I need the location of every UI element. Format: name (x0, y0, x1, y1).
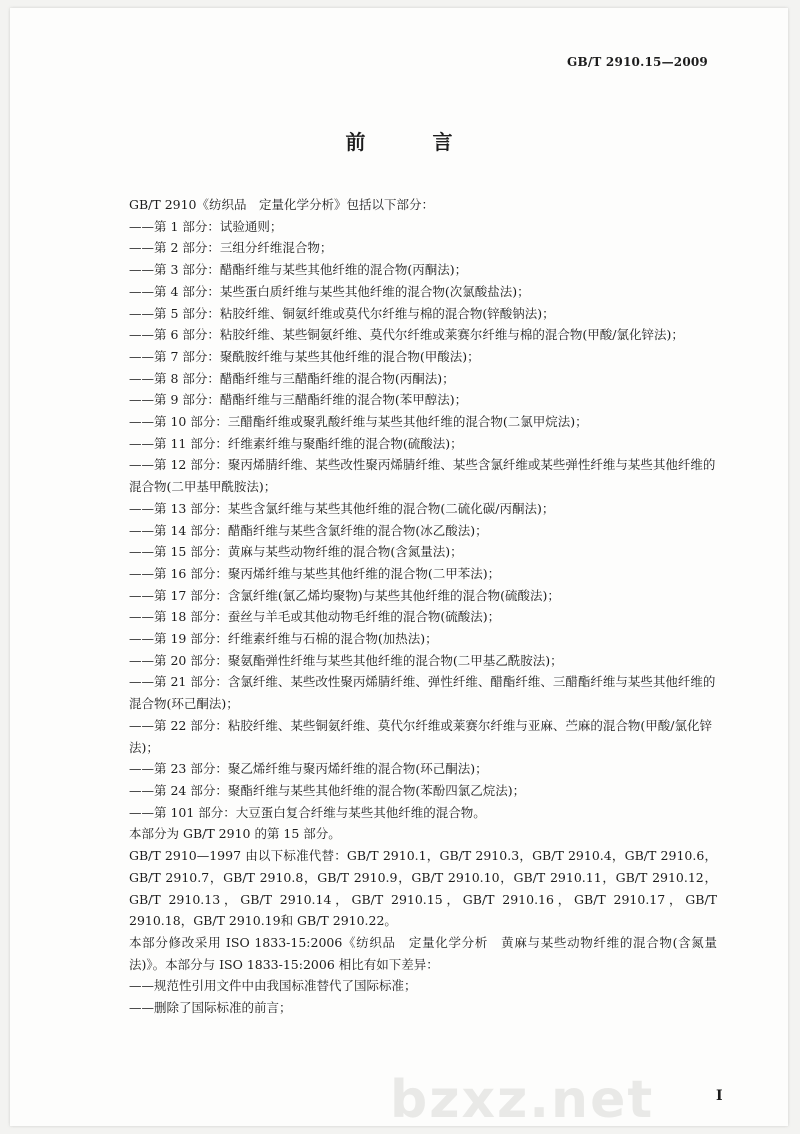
part-list-item: ——第 16 部分：聚丙烯纤维与某些其他纤维的混合物(二甲苯法)； (129, 565, 501, 581)
part-list-item: ——第 18 部分：蚕丝与羊毛或其他动物毛纤维的混合物(硫酸法)； (129, 609, 501, 625)
document-body (105, 194, 717, 1019)
intro-paragraph: GB/T 2910《纺织品 定量化学分析》包括以下部分： (129, 197, 435, 212)
difference-list-item: ——删除了国际标准的前言； (129, 1000, 292, 1016)
part-list-item: ——第 1 部分：试验通则； (129, 218, 283, 234)
part-list-item: ——第 3 部分：醋酯纤维与某些其他纤维的混合物(丙酮法)； (129, 262, 468, 278)
part-list-item: ——第 7 部分：聚酰胺纤维与某些其他纤维的混合物(甲酸法)； (129, 348, 480, 364)
part-list-item: ——第 15 部分：黄麻与某些动物纤维的混合物(含氮量法)； (129, 544, 463, 560)
page-number: I (716, 1088, 723, 1104)
document-page (10, 8, 788, 1130)
part-list-item: ——第 21 部分：含氯纤维、某些改性聚丙烯腈纤维、弹性纤维、醋酯纤维、三醋酯纤维与某些其他纤维的混合物(环己酮法)； (129, 674, 716, 712)
page-title: 前 言 (345, 130, 483, 154)
standard-code: GB/T 2910.15—2009 (567, 55, 708, 69)
part-list-item: ——第 12 部分：聚丙烯腈纤维、某些改性聚丙烯腈纤维、某些含氯纤维或某些弹性纤维与某些其他纤维的混合物(二甲基甲酰胺法)； (129, 457, 716, 495)
part-list-item: ——第 14 部分：醋酯纤维与某些含氯纤维的混合物(冰乙酸法)； (129, 522, 488, 538)
part-list-item: ——第 23 部分：聚乙烯纤维与聚丙烯纤维的混合物(环己酮法)； (129, 761, 488, 777)
part-list-item: ——第 11 部分：纤维素纤维与聚酯纤维的混合物(硫酸法)； (129, 435, 463, 451)
parts-list (105, 216, 717, 824)
part-list-item: ——第 24 部分：聚酯纤维与某些其他纤维的混合物(苯酚四氯乙烷法)； (129, 782, 526, 798)
differences-list (105, 975, 717, 1018)
part-list-item: ——第 2 部分：三组分纤维混合物； (129, 240, 333, 256)
part-list-item: ——第 9 部分：醋酯纤维与三醋酯纤维的混合物(苯甲醇法)； (129, 392, 468, 408)
part-list-item: ——第 22 部分：粘胶纤维、某些铜氨纤维、莫代尔纤维或莱赛尔纤维与亚麻、苎麻的混合物(甲酸/氯化锌法)； (129, 717, 712, 755)
part-list-item: ——第 8 部分：醋酯纤维与三醋酯纤维的混合物(丙酮法)； (129, 370, 455, 386)
part-list-item: ——第 5 部分：粘胶纤维、铜氨纤维或莫代尔纤维与棉的混合物(锌酸钠法)； (129, 305, 555, 321)
modification-paragraph: 本部分修改采用 ISO 1833-15:2006《纺织品 定量化学分析 黄麻与某些动物纤维的混合物(含氮量法)》。本部分与 ISO 1833-15:2006 相比有如下差异： (129, 934, 717, 972)
part-list-item: ——第 20 部分：聚氨酯弹性纤维与某些其他纤维的混合物(二甲基乙酰胺法)； (129, 652, 563, 668)
part-list-item: ——第 13 部分：某些含氯纤维与某些其他纤维的混合物(二硫化碳/丙酮法)； (129, 500, 555, 516)
part-list-item: ——第 17 部分：含氯纤维(氯乙烯均聚物)与某些其他纤维的混合物(硫酸法)； (129, 587, 560, 603)
difference-list-item: ——规范性引用文件中由我国标准替代了国际标准； (129, 978, 417, 994)
part-list-item: ——第 4 部分：某些蛋白质纤维与某些其他纤维的混合物(次氯酸盐法)； (129, 283, 530, 299)
watermark: bzxz.net (390, 1070, 655, 1130)
part-list-item: ——第 10 部分：三醋酯纤维或聚乳酸纤维与某些其他纤维的混合物(二氯甲烷法)； (129, 414, 588, 430)
part-list-item: ——第 19 部分：纤维素纤维与石棉的混合物(加热法)； (129, 631, 438, 647)
part-list-item: ——第 6 部分：粘胶纤维、某些铜氨纤维、莫代尔纤维或莱赛尔纤维与棉的混合物(甲酸/氯化锌法)； (129, 327, 684, 343)
part-list-item: ——第 101 部分：大豆蛋白复合纤维与某些其他纤维的混合物。 (129, 804, 486, 820)
part-statement: 本部分为 GB/T 2910 的第 15 部分。 (129, 826, 341, 842)
replaces-paragraph: GB/T 2910—1997 由以下标准代替：GB/T 2910.1，GB/T 2910.3，GB/T 2910.4，GB/T 2910.6，GB/T 2910.7，GB/T 2910.8，GB/T 2910.9，GB/T 2910.10，GB/T 2910.11，GB/T 2910.12，GB/T 2910.13，GB/T 2910.14，GB/T 2910.15，GB/T 2910.16，GB/T 2910.17，GB/T 2910.18，GB/T 2910.19和 GB/T 2910.22。 (129, 848, 717, 929)
